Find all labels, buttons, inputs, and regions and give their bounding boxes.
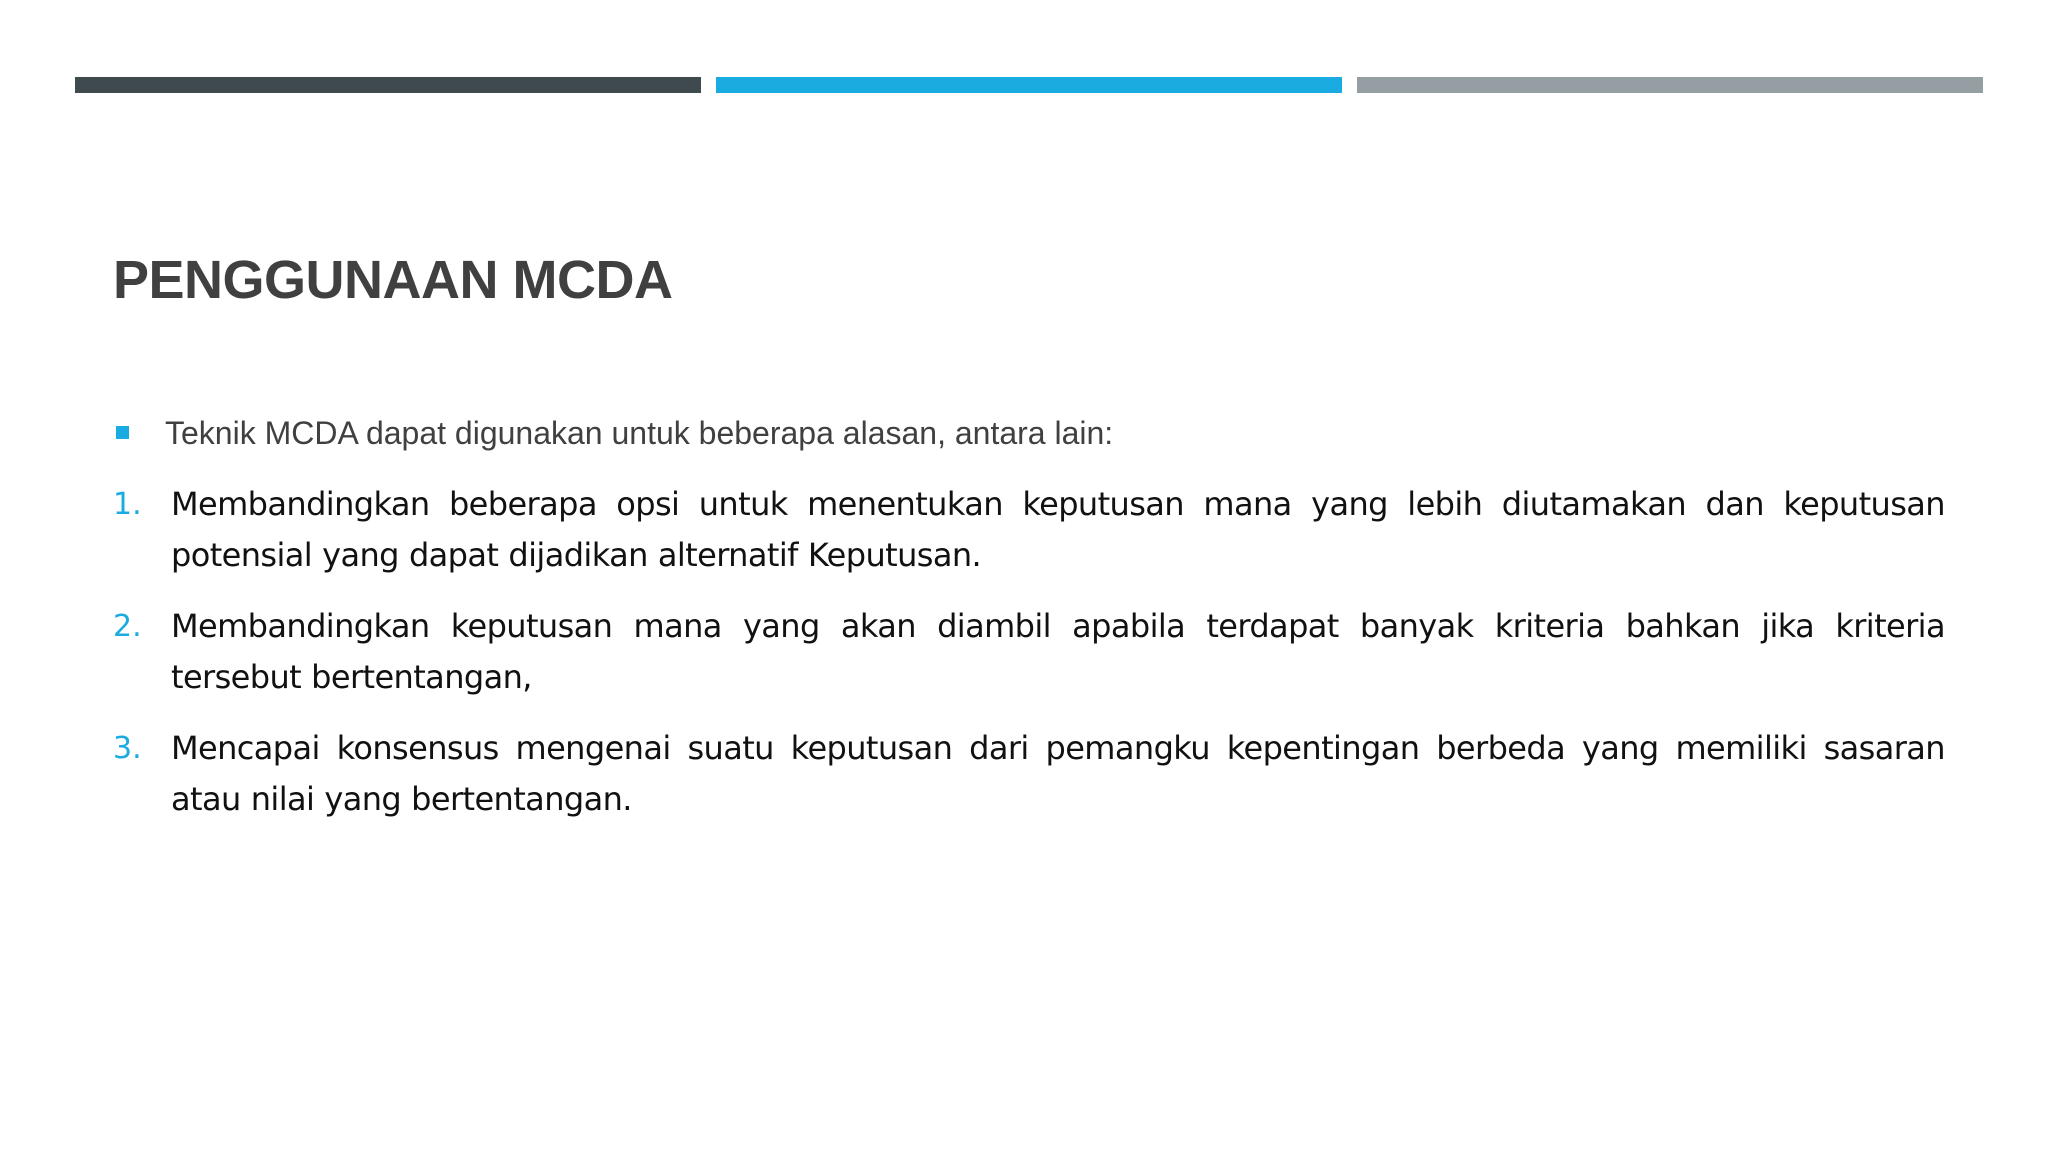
list-item [113,479,1945,581]
list-item-text: Membandingkan beberapa opsi untuk menentukan keputusan mana yang lebih diutamakan dan keputusan potensial yang dapat dijadikan alternatif Keputusan. [171,485,1945,574]
numbered-list [113,479,1945,845]
list-item [113,723,1945,825]
list-item-text: Mencapai konsensus mengenai suatu keputusan dari pemangku kepentingan berbeda yang memiliki sasaran atau nilai yang bertentangan. [171,729,1945,818]
header-bar-dark [75,77,701,93]
list-item-number: 3. [113,731,142,766]
header-bar-blue [716,77,1342,93]
slide-title: PENGGUNAAN MCDA [113,250,673,310]
intro-bullet [113,412,1943,456]
list-item-number: 2. [113,609,142,644]
list-item [113,601,1945,703]
header-bar-gray [1357,77,1983,93]
list-item-number: 1. [113,487,142,522]
intro-bullet-text: Teknik MCDA dapat digunakan untuk beberapa alasan, antara lain: [165,415,1114,451]
list-item-text: Membandingkan keputusan mana yang akan diambil apabila terdapat banyak kriteria bahkan jika kriteria tersebut bertentangan, [171,607,1945,696]
square-bullet-icon [116,426,129,439]
